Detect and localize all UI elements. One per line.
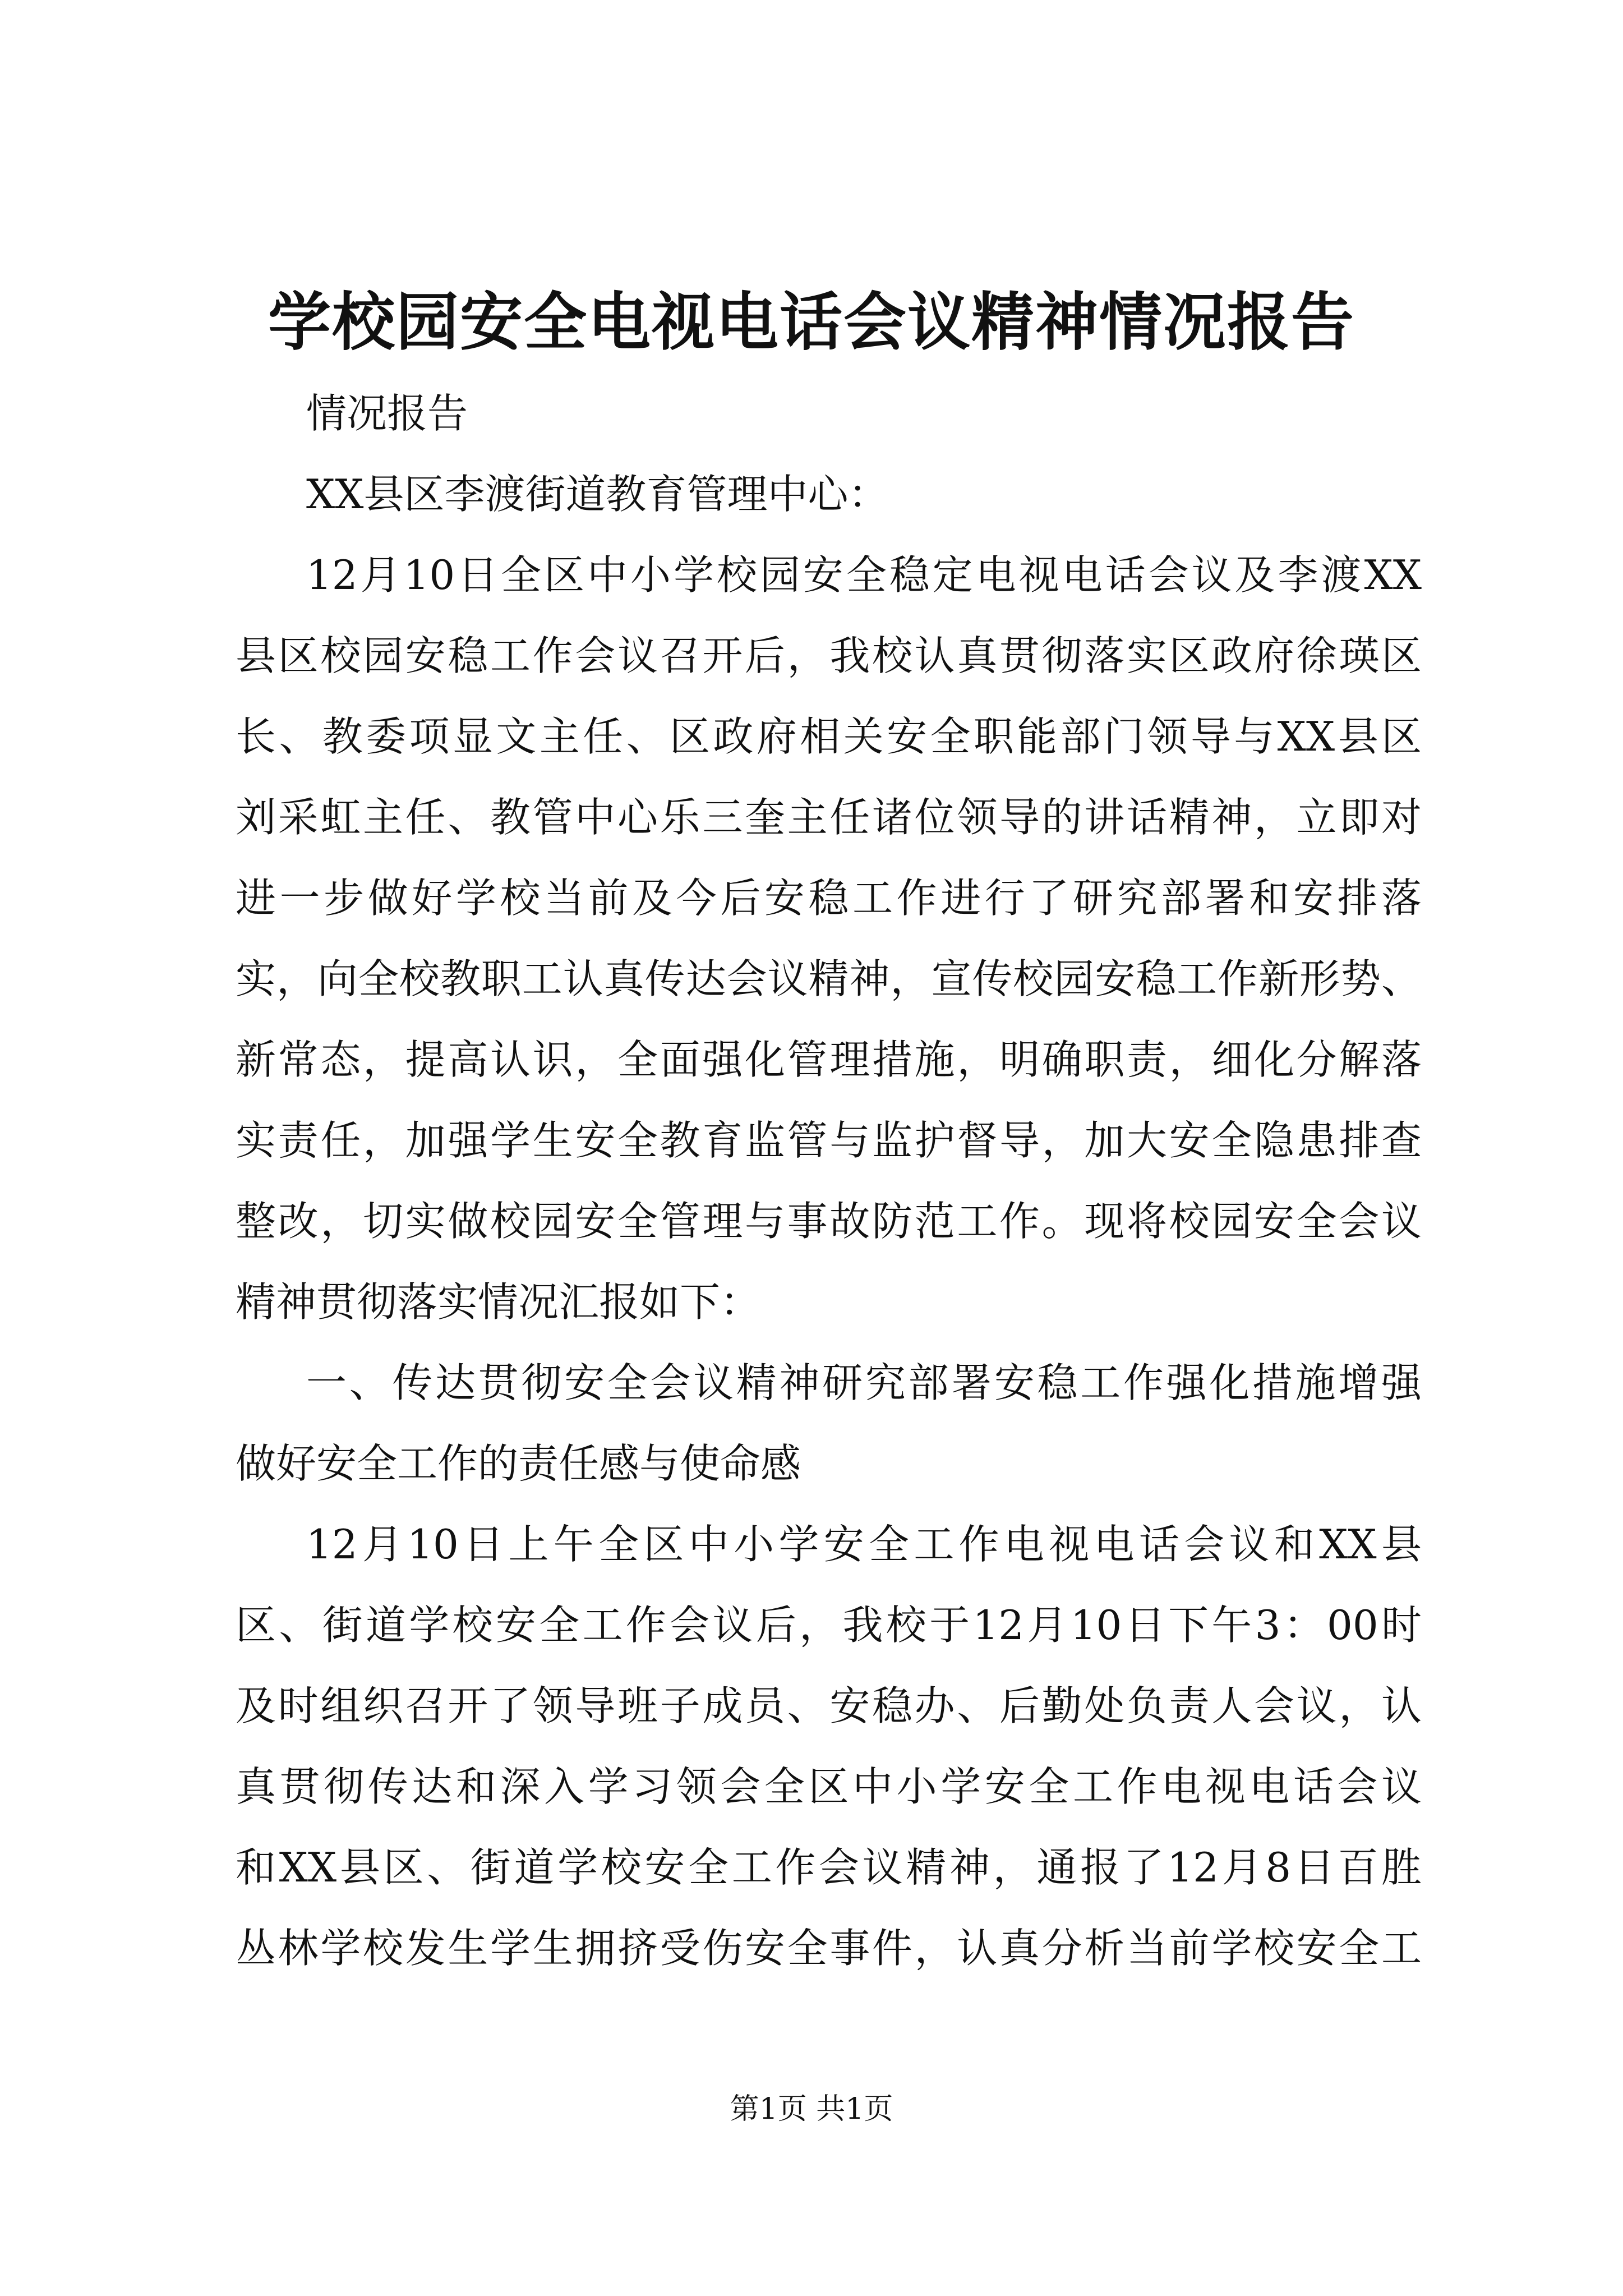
body-line: 情况报告 [306,390,468,437]
body-line: 进一步做好学校当前及今后安稳工作进行了研究部署和安排落 [236,875,1422,922]
page-footer: 第1页 共1页 [730,2092,893,2126]
body-line: 实责任，加强学生安全教育监管与监护督导，加大安全隐患排查 [236,1117,1422,1164]
body-line: 实，向全校教职工认真传达会议精神，宣传校园安稳工作新形势、 [236,955,1422,1002]
body-line: XX县区李渡街道教育管理中心： [306,471,889,518]
body-line: 真贯彻传达和深入学习领会全区中小学安全工作电视电话会议 [236,1763,1422,1810]
body-line: 刘采虹主任、教管中心乐三奎主任诸位领导的讲话精神，立即对 [236,794,1422,841]
document-title: 学校园安全电视电话会议精神情况报告 [268,286,1355,359]
body-line: 及时组织召开了领导班子成员、安稳办、后勤处负责人会议，认 [236,1682,1422,1729]
body-line: 整改，切实做校园安全管理与事故防范工作。现将校园安全会议 [236,1198,1422,1245]
body-line: 丛林学校发生学生拥挤受伤安全事件，认真分析当前学校安全工 [236,1925,1422,1972]
body-line: 12月10日全区中小学校园安全稳定电视电话会议及李渡XX [306,551,1422,599]
body-line: 12月10日上午全区中小学安全工作电视电话会议和XX县 [306,1521,1422,1568]
body-line: 区、街道学校安全工作会议后，我校于12月10日下午3：00时 [236,1602,1422,1649]
body-line: 一、传达贯彻安全会议精神研究部署安稳工作强化措施增强 [306,1359,1422,1406]
body-line: 和XX县区、街道学校安全工作会议精神，通报了12月8日百胜 [236,1844,1422,1891]
body-line: 新常态，提高认识，全面强化管理措施，明确职责，细化分解落 [236,1036,1422,1083]
document-body [236,373,1422,1989]
body-line: 精神贯彻落实情况汇报如下： [236,1278,761,1326]
body-line: 县区校园安稳工作会议召开后，我校认真贯彻落实区政府徐瑛区 [236,632,1422,679]
body-line: 做好安全工作的责任感与使命感 [236,1440,801,1487]
body-line: 长、教委项显文主任、区政府相关安全职能部门领导与XX县区 [236,713,1422,760]
